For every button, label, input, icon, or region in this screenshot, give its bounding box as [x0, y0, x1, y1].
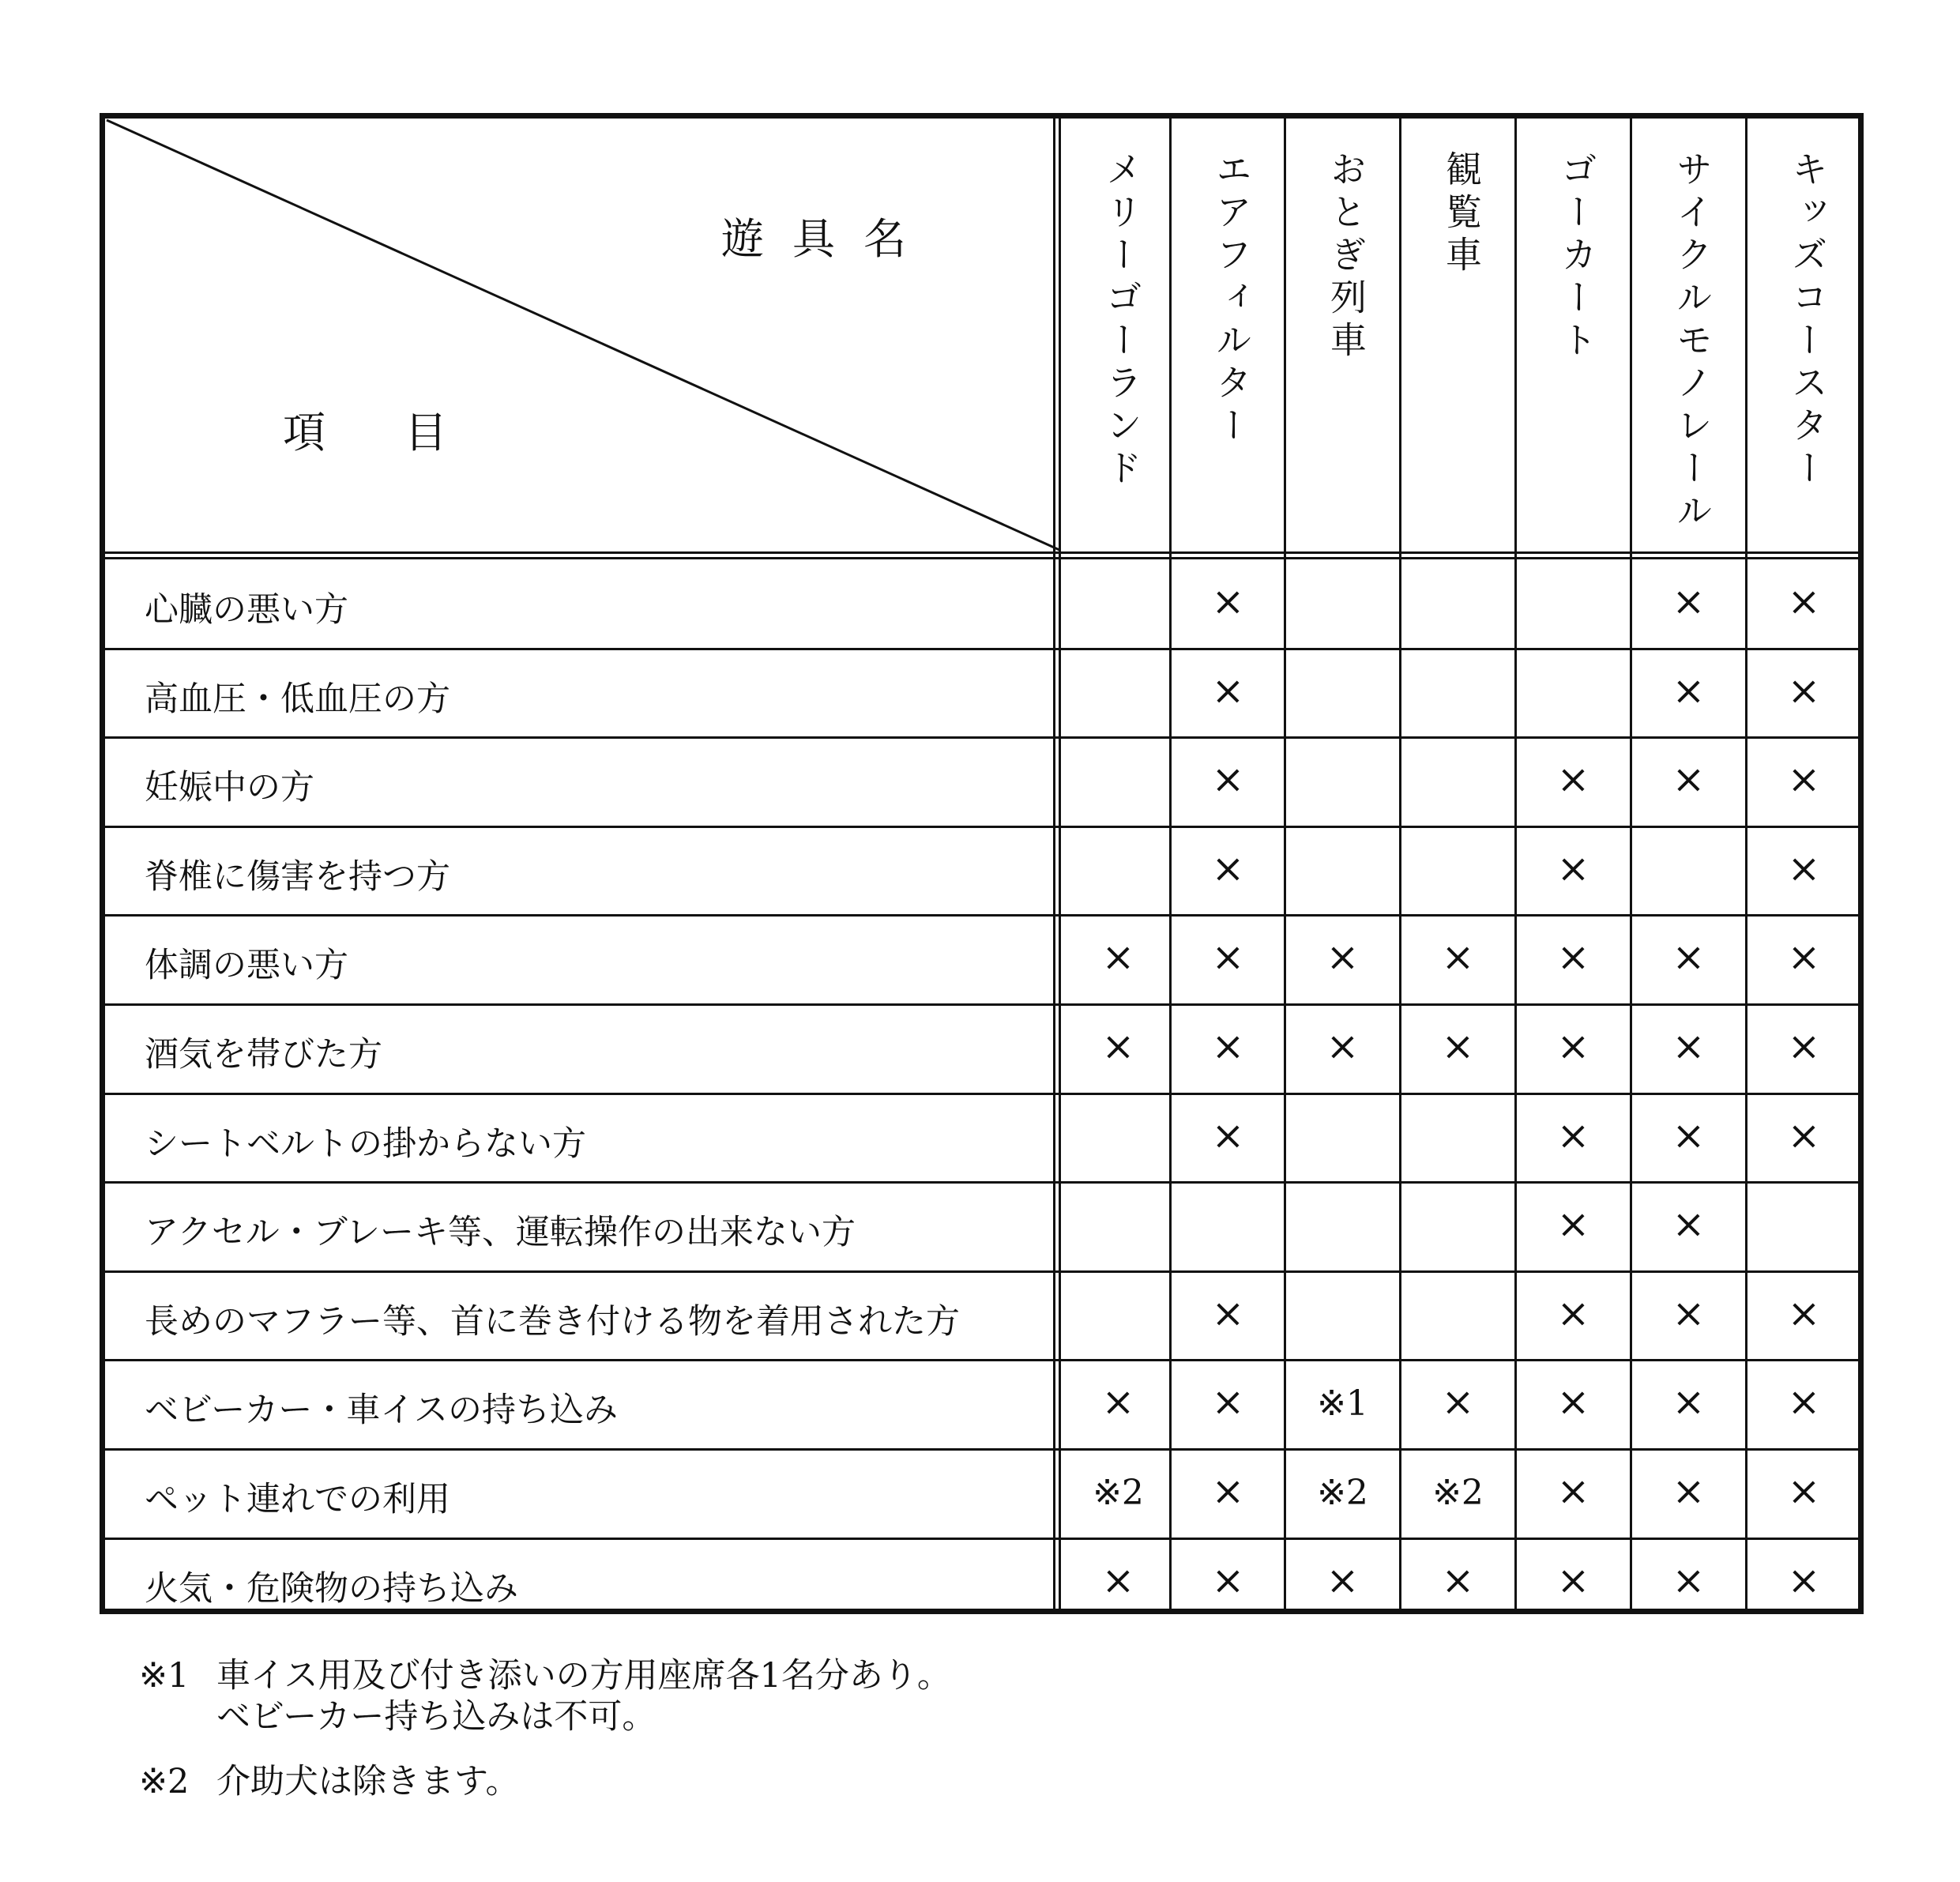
restriction-mark-cell: ×: [1672, 756, 1706, 803]
restriction-mark-cell: ×: [1326, 934, 1360, 981]
row-label: アクセル・ブレーキ等、運転操作の出来ない方: [145, 1213, 856, 1253]
row-label: シートベルトの掛からない方: [145, 1124, 586, 1164]
footnote-mark: ※2: [139, 1762, 190, 1801]
row-label: 高血圧・低血圧の方: [145, 679, 450, 719]
restriction-mark-cell: ×: [1787, 1023, 1821, 1069]
restriction-mark-cell: ×: [1556, 1468, 1590, 1514]
restriction-mark-cell: ×: [1672, 1468, 1706, 1514]
row-label: 心臓の悪い方: [145, 590, 348, 630]
restriction-mark-cell: ×: [1441, 1556, 1475, 1603]
footnote-text: 車イス用及び付き添いの方用座席各1名分あり。: [216, 1656, 951, 1696]
row-divider: [105, 736, 1858, 739]
row-divider: [105, 1181, 1858, 1184]
note-mark-cell: ※2: [1093, 1473, 1144, 1513]
restriction-mark-cell: ×: [1787, 578, 1821, 624]
ride-name-6: キッズコースター: [1786, 150, 1829, 491]
restriction-mark-cell: ×: [1787, 934, 1821, 981]
restriction-mark-cell: ×: [1211, 667, 1245, 713]
note-mark-cell: ※2: [1317, 1473, 1368, 1513]
row-divider: [105, 1448, 1858, 1451]
restriction-mark-cell: ×: [1787, 1468, 1821, 1514]
restriction-mark-cell: ×: [1441, 934, 1475, 981]
diagonal-divider: [105, 119, 1061, 551]
row-divider: [105, 914, 1858, 917]
restrictions-table: [100, 113, 1864, 1614]
restriction-mark-cell: ×: [1672, 1023, 1706, 1069]
restriction-mark-cell: ×: [1556, 845, 1590, 891]
row-label: 脊椎に傷害を持つ方: [145, 856, 450, 897]
row-divider: [105, 648, 1858, 650]
row-label: 長めのマフラー等、首に巻き付ける物を着用された方: [145, 1301, 960, 1342]
ride-name-header: 遊具名: [721, 214, 935, 264]
restriction-mark-cell: ×: [1556, 1201, 1590, 1248]
footnote-text: ベビーカー持ち込みは不可。: [216, 1697, 656, 1737]
restriction-mark-cell: ×: [1787, 1379, 1821, 1425]
row-divider: [105, 1270, 1858, 1273]
ride-name-4: ゴーカート: [1556, 150, 1598, 363]
column-divider-double: [1053, 119, 1061, 1609]
restriction-mark-cell: ×: [1101, 1023, 1135, 1069]
restriction-mark-cell: ×: [1787, 845, 1821, 891]
note-mark-cell: ※2: [1432, 1473, 1484, 1513]
restriction-mark-cell: ×: [1326, 1023, 1360, 1069]
row-label: 体調の悪い方: [145, 946, 348, 986]
restriction-mark-cell: ×: [1556, 1379, 1590, 1425]
row-divider: [105, 826, 1858, 828]
row-divider: [105, 1538, 1858, 1540]
restriction-mark-cell: ×: [1211, 1556, 1245, 1603]
ride-name-5: サイクルモノレール: [1671, 150, 1714, 534]
ride-name-2: おとぎ列車: [1325, 150, 1367, 363]
restriction-mark-cell: ×: [1211, 1289, 1245, 1336]
restriction-mark-cell: ×: [1672, 1112, 1706, 1158]
restriction-mark-cell: ×: [1211, 934, 1245, 981]
restriction-mark-cell: ×: [1787, 1556, 1821, 1603]
restriction-mark-cell: ×: [1211, 1468, 1245, 1514]
restriction-mark-cell: ×: [1672, 1556, 1706, 1603]
footnotes: [139, 1655, 951, 1802]
ride-name-0: メリーゴーランド: [1100, 150, 1143, 491]
restriction-mark-cell: ×: [1672, 578, 1706, 624]
restriction-mark-cell: ×: [1787, 756, 1821, 803]
restriction-mark-cell: ×: [1211, 845, 1245, 891]
restriction-mark-cell: ×: [1556, 1556, 1590, 1603]
restriction-mark-cell: ×: [1556, 1112, 1590, 1158]
header-divider-double: [105, 551, 1858, 559]
row-label: 妊娠中の方: [145, 768, 314, 808]
row-label: 酒気を帯びた方: [145, 1035, 382, 1075]
restriction-mark-cell: ×: [1211, 1379, 1245, 1425]
restriction-mark-cell: ×: [1441, 1379, 1475, 1425]
restriction-mark-cell: ×: [1556, 934, 1590, 981]
ride-name-1: エアフィルター: [1210, 150, 1253, 449]
note-mark-cell: ※1: [1317, 1383, 1368, 1425]
restriction-mark-cell: ×: [1326, 1556, 1360, 1603]
ride-name-3: 観覧車: [1440, 150, 1483, 278]
row-divider: [105, 1093, 1858, 1095]
restriction-mark-cell: ×: [1101, 1556, 1135, 1603]
restriction-mark-cell: ×: [1101, 934, 1135, 981]
footnote-text: 介助犬は除きます。: [216, 1762, 520, 1801]
row-divider: [105, 1359, 1858, 1361]
restriction-mark-cell: ×: [1787, 1112, 1821, 1158]
restriction-mark-cell: ×: [1556, 756, 1590, 803]
restriction-mark-cell: ×: [1672, 1379, 1706, 1425]
restriction-mark-cell: ×: [1787, 667, 1821, 713]
restriction-mark-cell: ×: [1787, 1289, 1821, 1336]
row-label: ペット連れでの利用: [145, 1480, 450, 1519]
header-corner-cell: [105, 119, 1061, 551]
restriction-mark-cell: ×: [1101, 1379, 1135, 1425]
restriction-mark-cell: ×: [1556, 1289, 1590, 1336]
restriction-mark-cell: ×: [1556, 1023, 1590, 1069]
footnote-mark: ※1: [139, 1656, 190, 1696]
restriction-mark-cell: ×: [1211, 1023, 1245, 1069]
restriction-mark-cell: ×: [1211, 578, 1245, 624]
restriction-mark-cell: ×: [1672, 1201, 1706, 1248]
item-header: 項目: [283, 408, 526, 457]
restriction-mark-cell: ×: [1441, 1023, 1475, 1069]
restriction-mark-cell: ×: [1672, 1289, 1706, 1336]
restriction-mark-cell: ×: [1672, 934, 1706, 981]
row-label: 火気・危険物の持ち込み: [145, 1568, 518, 1609]
restriction-mark-cell: ×: [1211, 1112, 1245, 1158]
restriction-mark-cell: ×: [1672, 667, 1706, 713]
restriction-mark-cell: ×: [1211, 756, 1245, 803]
row-label: ベビーカー・車イスの持ち込み: [145, 1391, 618, 1431]
footnote-2: [139, 1761, 951, 1802]
footnote-1: [139, 1655, 951, 1737]
row-divider: [105, 1003, 1858, 1006]
